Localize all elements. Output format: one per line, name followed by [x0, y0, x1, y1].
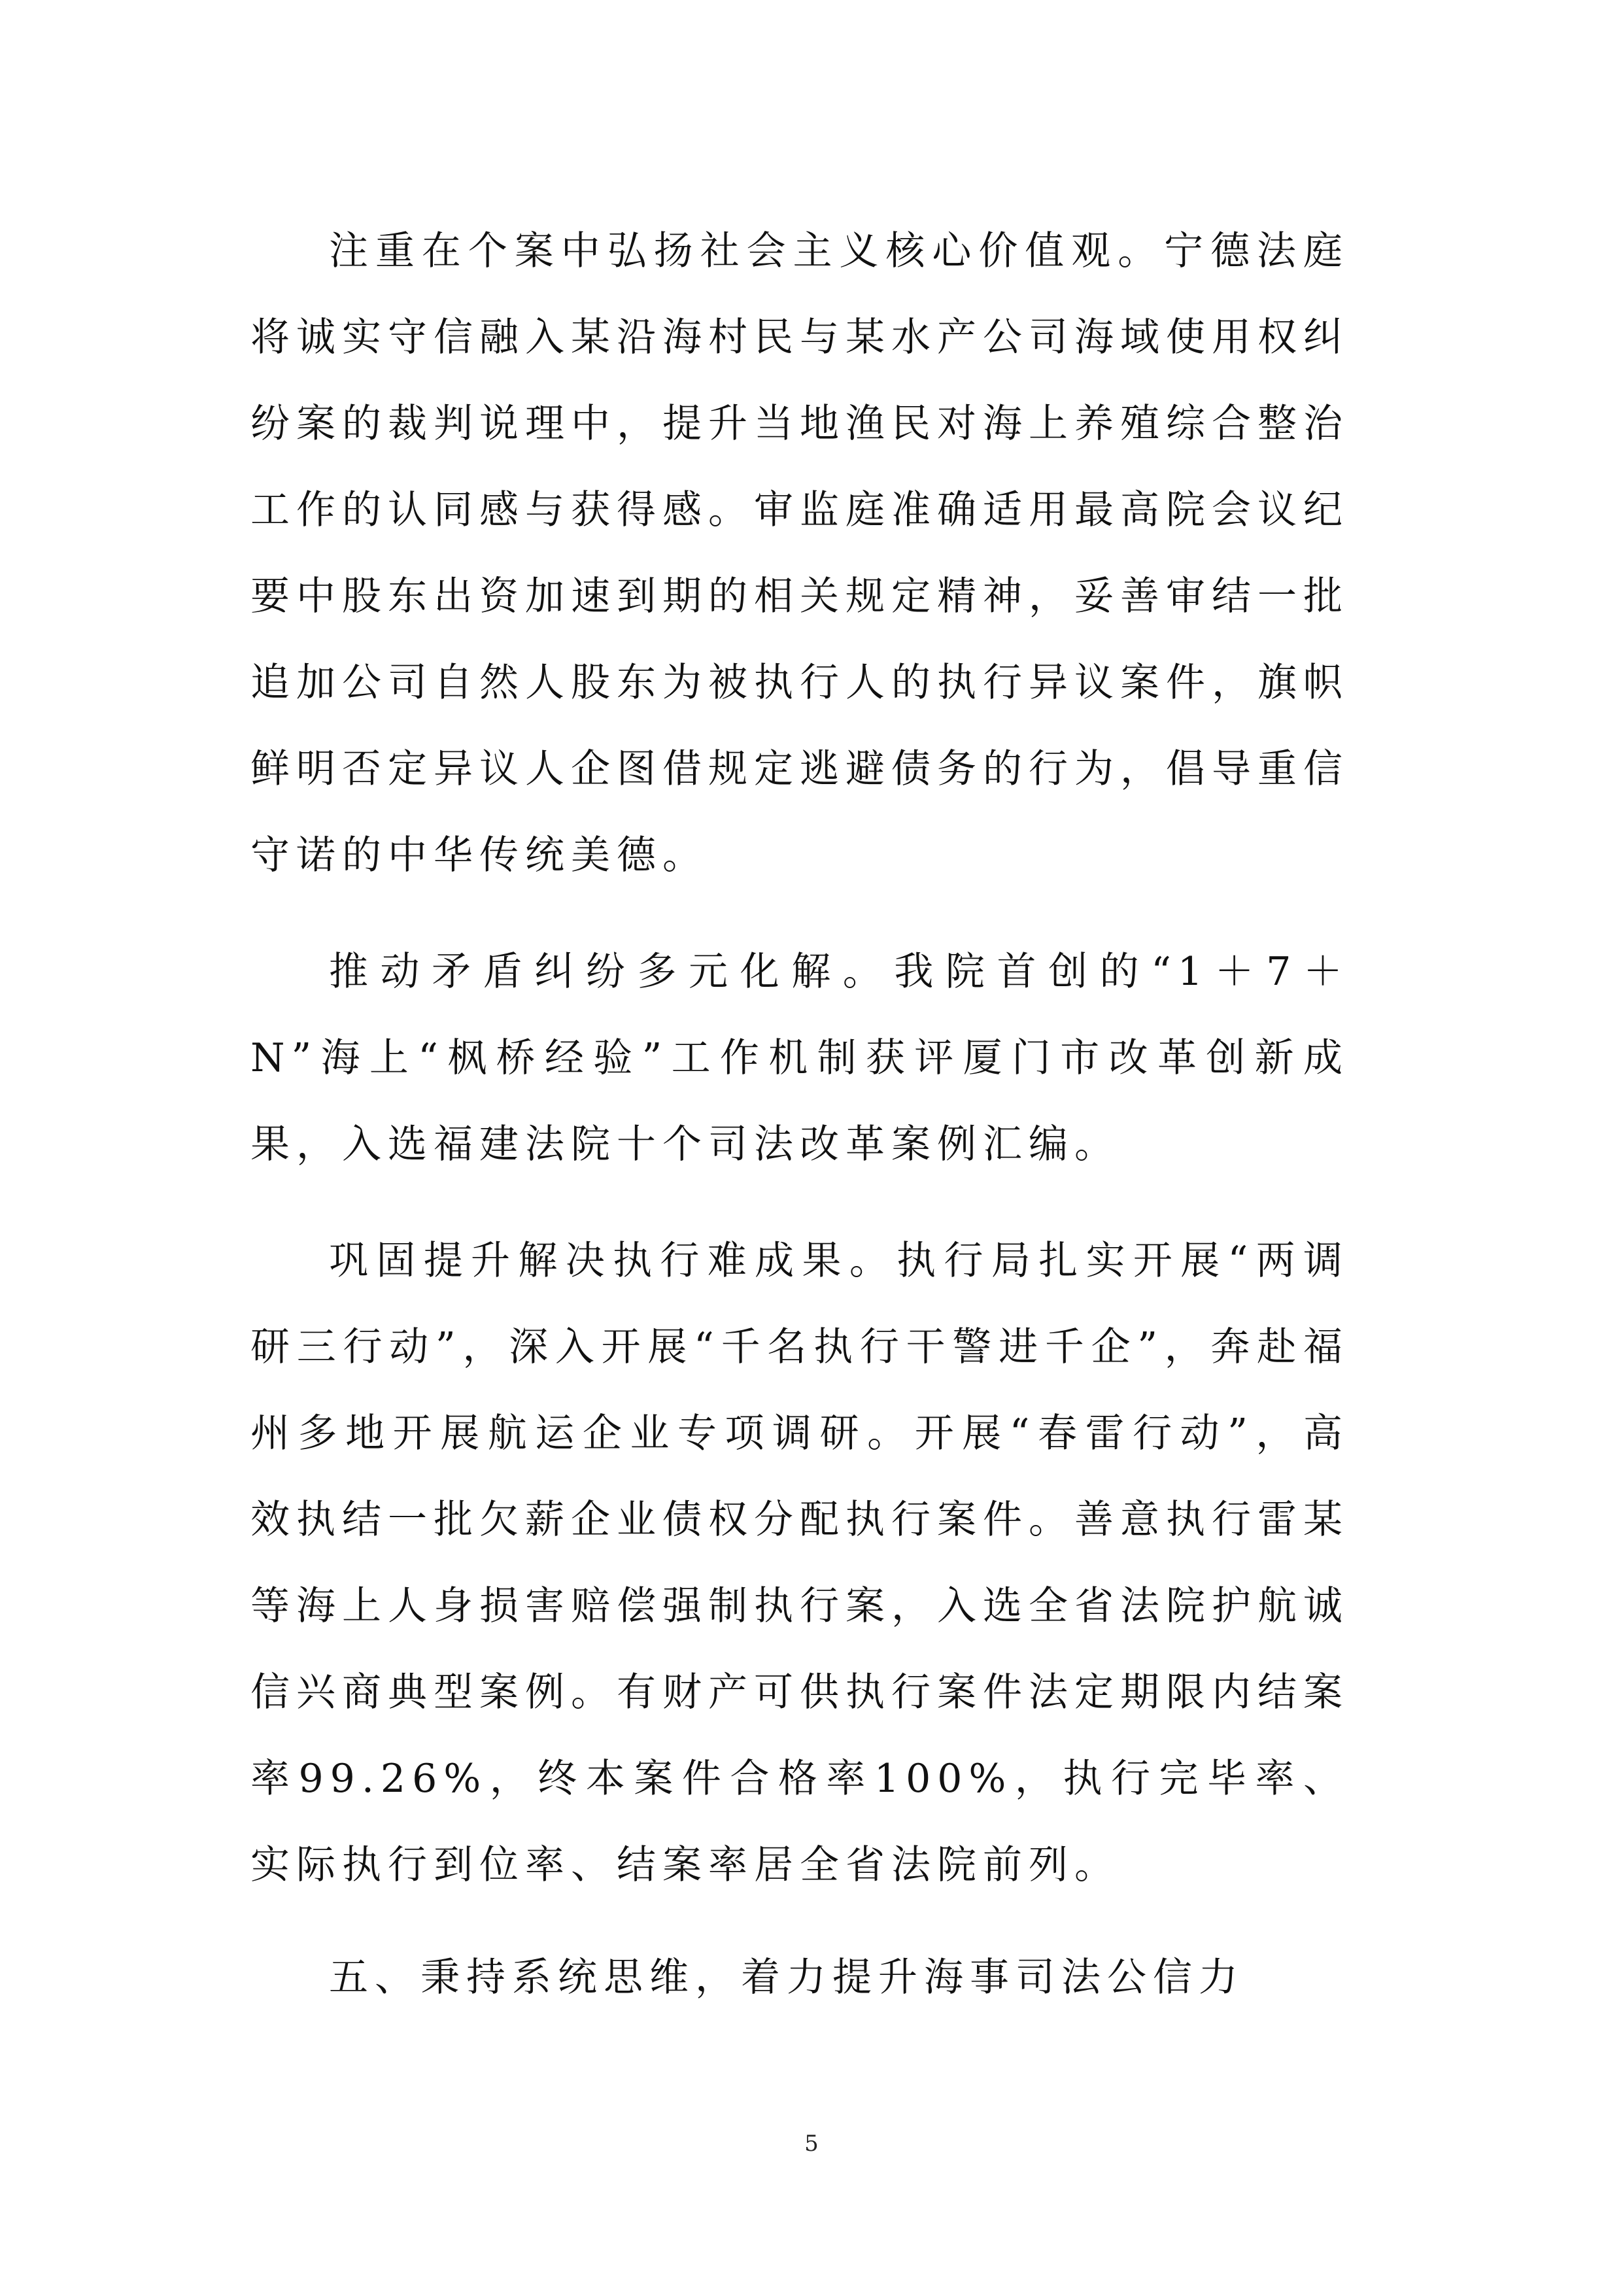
paragraph-enforcement: 巩固提升解决执行难成果。执行局扎实开展“两调研三行动”，深入开展“千名执行干警进千企”，奔赴福州多地开展航运企业专项调研。开展“春雷行动”，高效执结一批欠薪企业债权分配执行案件。善意执行雷某等海上人身损害赔偿强制执行案，入选全省法院护航诚信兴商典型案例。有财产可供执行案件法定期限内结案率99.26%，终本案件合格率100%，执行完毕率、实际执行到位率、结案率居全省法院前列。 — [250, 1238, 1349, 1888]
paragraph-dispute-resolution: 推动矛盾纠纷多元化解。我院首创的“1＋7＋N”海上“枫桥经验”工作机制获评厦门市改革创新成果，入选福建法院十个司法改革案例汇编。 — [250, 949, 1349, 1167]
page-number: 5 — [804, 2131, 819, 2157]
paragraph-core-values: 注重在个案中弘扬社会主义核心价值观。宁德法庭将诚实守信融入某沿海村民与某水产公司海域使用权纠纷案的裁判说理中，提升当地渔民对海上养殖综合整治工作的认同感与获得感。审监庭准确适用最高院会议纪要中股东出资加速到期的相关规定精神，妥善审结一批追加公司自然人股东为被执行人的执行异议案件，旗帜鲜明否定异议人企图借规定逃避债务的行为，倡导重信守诺的中华传统美德。 — [250, 228, 1349, 878]
section-heading: 五、秉持系统思维，着力提升海事司法公信力 — [329, 1955, 1244, 2000]
document-body — [250, 208, 1349, 2021]
